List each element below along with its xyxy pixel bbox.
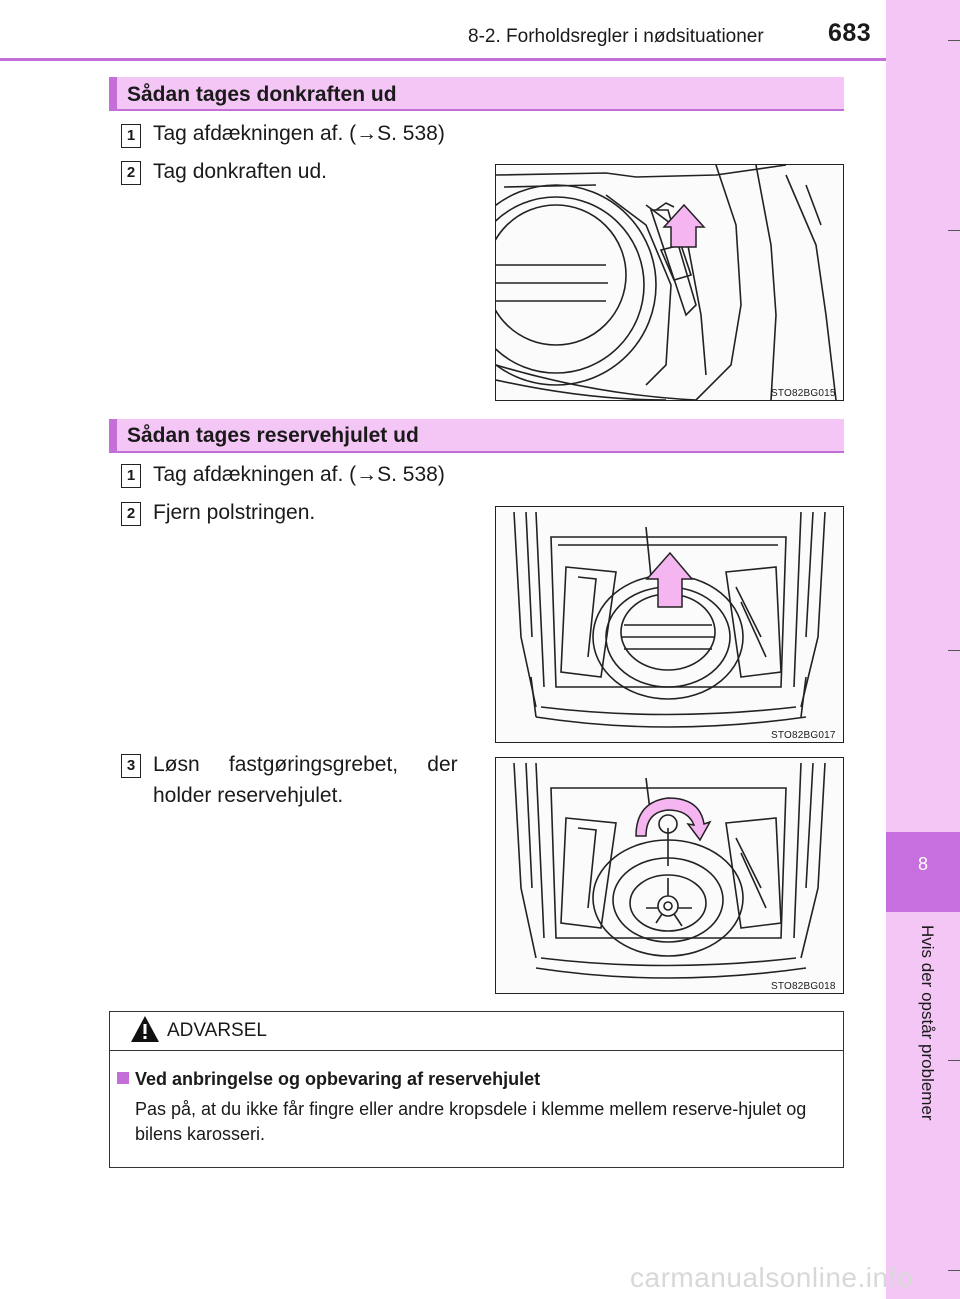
step-number: 1 <box>121 124 141 148</box>
step-text-continued: holder reservehjulet. <box>153 784 344 807</box>
step-text: Løsn fastgøringsgrebet, der <box>153 753 458 776</box>
figure-code: STO82BG015 <box>771 388 836 399</box>
figure-loosen-fastener <box>495 757 844 994</box>
section-heading-accent <box>109 77 117 109</box>
step-text: Tag donkraften ud. <box>153 160 327 183</box>
warning-bullet-icon <box>117 1072 129 1084</box>
step-number: 3 <box>121 754 141 778</box>
header-rule <box>0 58 886 61</box>
watermark: carmanualsonline.info <box>630 1262 913 1293</box>
section-heading-accent <box>109 419 117 451</box>
step-text: Tag afdækningen af. (→S. 538) <box>153 463 445 486</box>
up-arrow-icon <box>647 553 692 607</box>
padding-illustration <box>496 507 843 742</box>
section-title-jack: Sådan tages donkraften ud <box>127 83 397 106</box>
figure-code: STO82BG017 <box>771 730 836 741</box>
warning-item-title: Ved anbringelse og opbevaring af reservehjulet <box>135 1069 541 1089</box>
step-number: 1 <box>121 464 141 488</box>
crop-mark <box>948 1270 960 1271</box>
figure-remove-padding <box>495 506 844 743</box>
figure-jack-removal <box>495 164 844 401</box>
chapter-title: Hvis der opstår problemer <box>918 925 937 1121</box>
rotate-arrow-icon <box>636 798 710 840</box>
warning-title: ADVARSEL <box>167 1020 267 1041</box>
up-arrow-icon <box>664 205 704 247</box>
chapter-number: 8 <box>917 854 928 874</box>
fastener-illustration <box>496 758 843 993</box>
figure-code: STO82BG018 <box>771 981 836 992</box>
crop-mark <box>948 230 960 231</box>
step-text: Tag afdækningen af. (→S. 538) <box>153 122 445 145</box>
crop-mark <box>948 1060 960 1061</box>
warning-triangle-icon <box>129 1014 161 1049</box>
warning-header-rule <box>109 1050 844 1051</box>
section-title-spare-wheel: Sådan tages reservehjulet ud <box>127 424 419 447</box>
jack-illustration <box>496 165 843 400</box>
step-number: 2 <box>121 502 141 526</box>
warning-item-body: Pas på, at du ikke får fingre eller andre kropsdele i klemme mellem reserve-hjulet og bilens karosseri. <box>135 1099 807 1144</box>
crop-mark <box>948 650 960 651</box>
page-number: 683 <box>828 19 872 47</box>
step-text: Fjern polstringen. <box>153 501 316 524</box>
crop-mark <box>948 40 960 41</box>
step-number: 2 <box>121 161 141 185</box>
section-path: 8-2. Forholdsregler i nødsituationer <box>468 26 764 47</box>
